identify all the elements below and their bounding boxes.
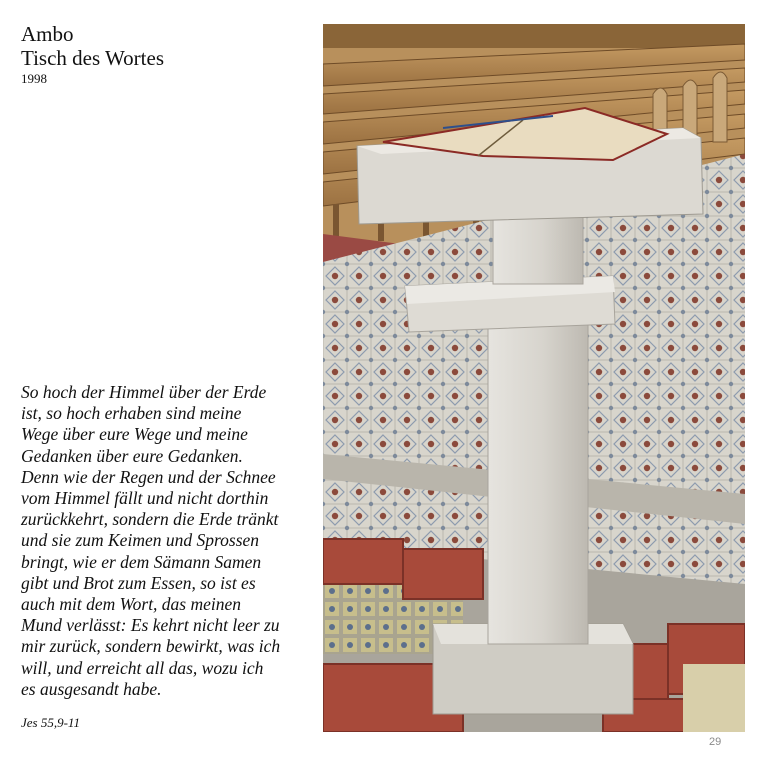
quote-line: bringt, wie er dem Sämann Samen: [21, 551, 262, 572]
quote-line: So hoch der Himmel über der Erde: [21, 382, 267, 402]
page-title: Ambo: [21, 22, 74, 46]
page-subtitle: Tisch des Wortes: [21, 46, 164, 70]
quote-line: zurückkehrt, sondern die Erde tränkt: [21, 509, 279, 530]
quote-line: auch mit dem Wort, das meinen: [21, 594, 242, 615]
ambo-photo: [323, 24, 745, 732]
year-label: 1998: [21, 71, 47, 86]
quote-line: Wege über eure Wege und meine: [21, 424, 248, 445]
quote-line: Denn wie der Regen und der Schnee: [21, 466, 276, 487]
bible-quote: [21, 382, 306, 700]
quote-line: Gedanken über eure Gedanken.: [21, 445, 243, 466]
page-number: 29: [709, 736, 722, 748]
quote-line: Mund verlässt: Es kehrt nicht leer zu: [21, 615, 280, 636]
quote-line: gibt und Brot zum Essen, so ist es: [21, 572, 256, 593]
quote-line: vom Himmel fällt und nicht dorthin: [21, 488, 269, 509]
quote-line: ist, so hoch erhaben sind meine: [21, 403, 242, 424]
quote-source: Jes 55,9-11: [21, 715, 80, 730]
quote-line: will, und erreicht all das, wozu ich: [21, 657, 264, 678]
quote-line: und sie zum Keimen und Sprossen: [21, 530, 260, 551]
quote-line: es ausgesandt habe.: [21, 678, 162, 699]
quote-line: mir zurück, sondern bewirkt, was ich: [21, 636, 281, 657]
